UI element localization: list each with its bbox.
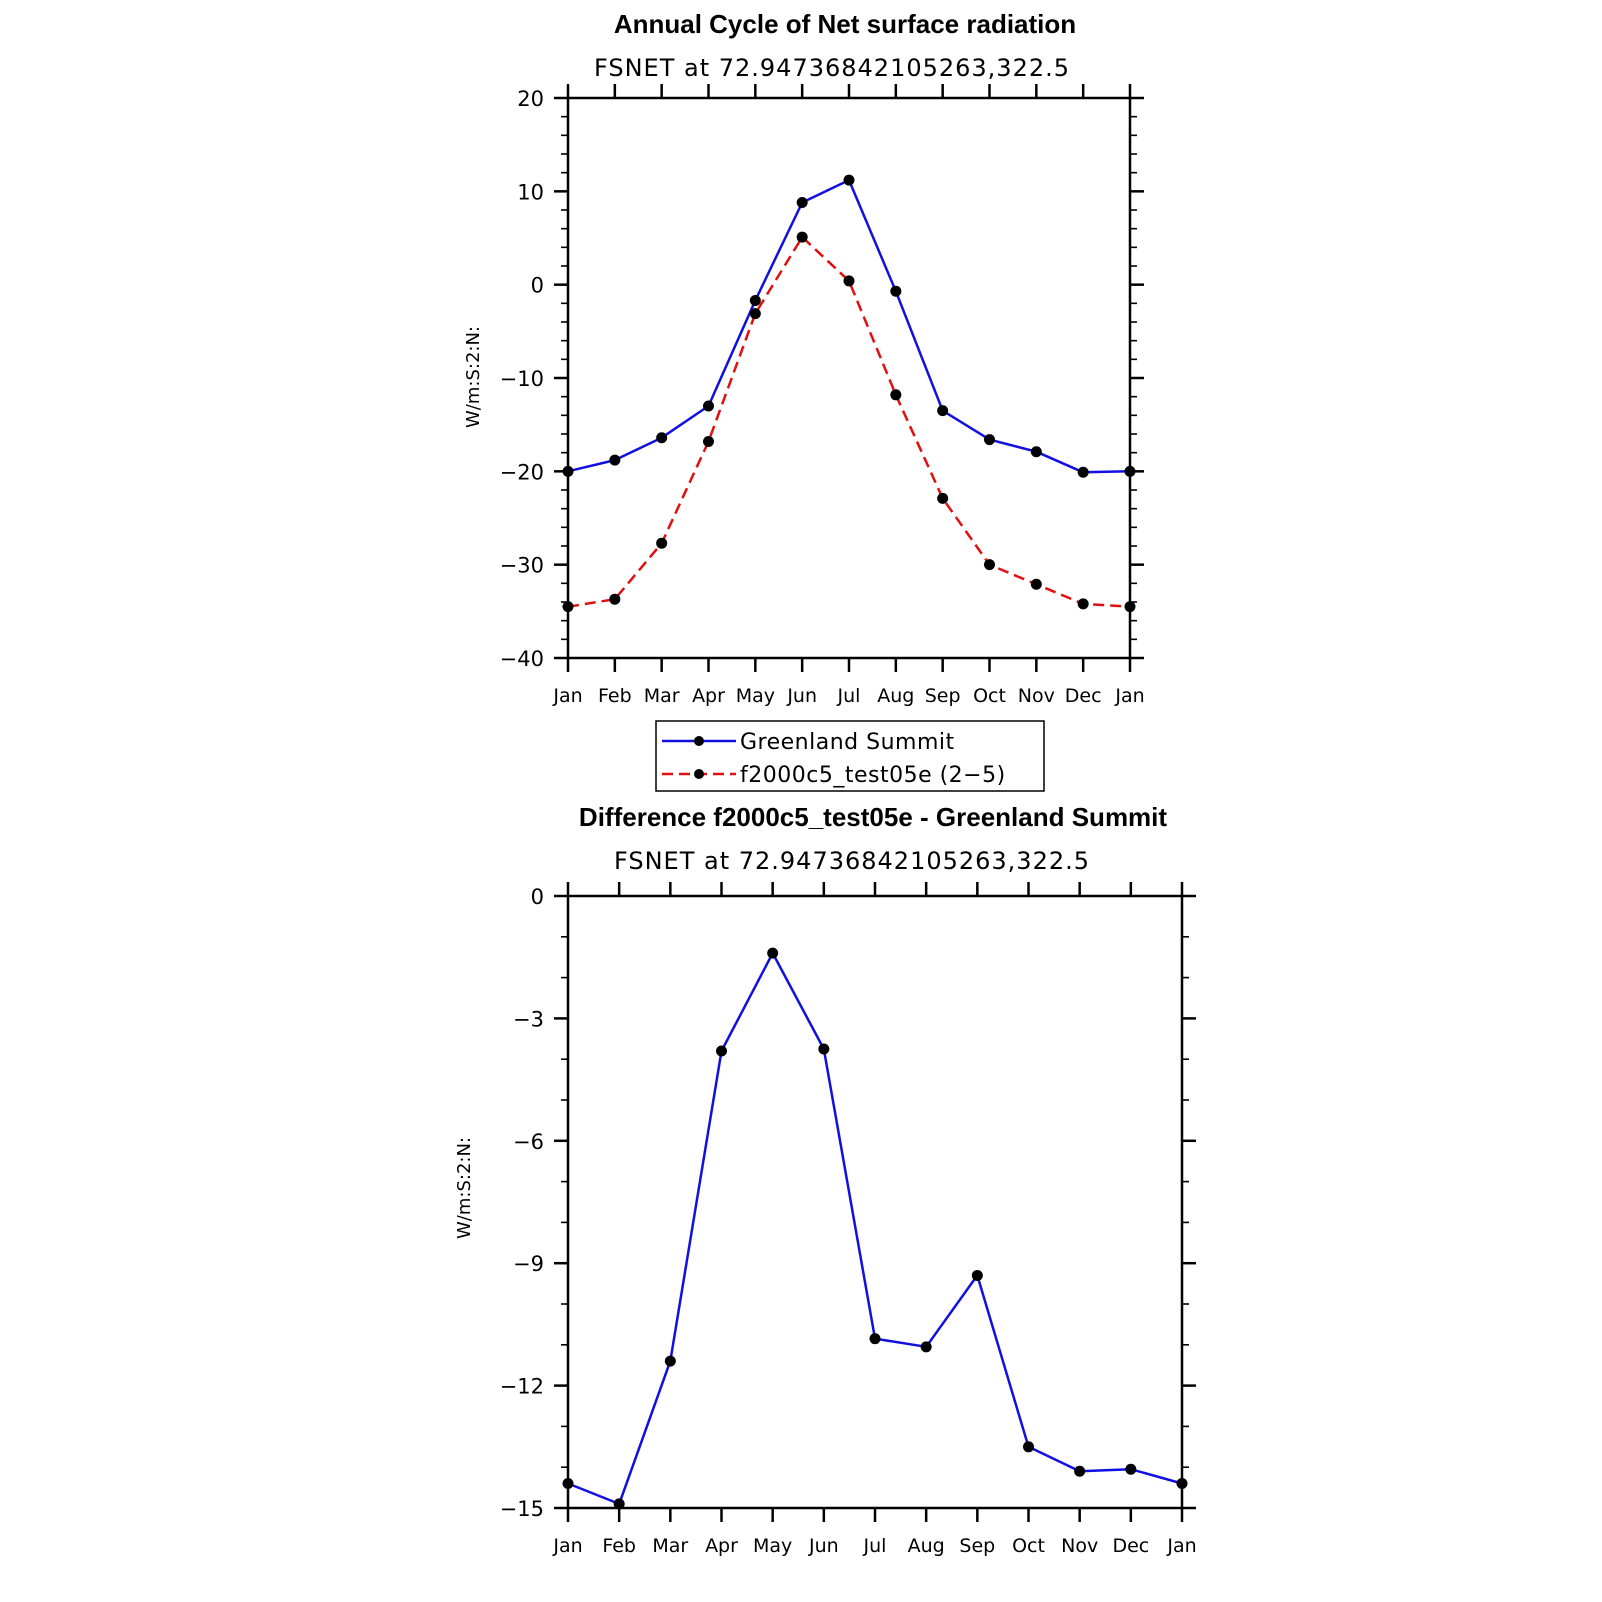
data-point [665, 1356, 676, 1367]
x-tick-label: Apr [692, 685, 725, 707]
y-tick-label: −30 [499, 553, 544, 578]
y-tick-label: −10 [499, 367, 544, 391]
x-tick-label: Dec [1112, 1535, 1150, 1557]
axis-ticks [500, 84, 1145, 707]
chart-title: Annual Cycle of Net surface radiation [613, 9, 1077, 39]
data-point [703, 436, 714, 447]
data-point [844, 275, 855, 286]
x-tick-label: Oct [1012, 1535, 1045, 1557]
x-tick-label: Aug [877, 685, 915, 707]
x-tick-label: Mar [643, 685, 680, 707]
data-point [1078, 467, 1089, 478]
data-point [1031, 446, 1042, 457]
x-tick-label: Apr [705, 1535, 738, 1557]
y-tick-label: −40 [499, 647, 544, 671]
data-point [890, 286, 901, 297]
x-tick-label: Jan [553, 685, 583, 707]
data-point [656, 538, 667, 549]
legend-marker-greenland [694, 736, 704, 746]
y-tick-label: −6 [513, 1129, 544, 1154]
y-tick-label: −15 [499, 1497, 544, 1521]
y-tick-label: 0 [530, 885, 544, 909]
x-tick-label: Dec [1064, 685, 1102, 707]
data-point [797, 232, 808, 243]
x-tick-label: Nov [1017, 685, 1055, 707]
x-tick-label: Jul [863, 1535, 887, 1557]
x-tick-label: Jun [787, 685, 818, 707]
x-tick-label: Sep [959, 1535, 996, 1557]
x-tick-label: Jun [808, 1535, 839, 1557]
data-point [844, 175, 855, 186]
x-tick-label: Jul [837, 685, 861, 707]
axis-ticks [500, 882, 1197, 1557]
legend-label-greenland: Greenland Summit [740, 730, 955, 755]
data-point [750, 295, 761, 306]
y-tick-label: 20 [517, 87, 544, 111]
x-tick-label: Mar [652, 1535, 689, 1557]
data-point [870, 1333, 881, 1344]
chart-subtitle: FSNET at 72.94736842105263,322.5 [593, 54, 1071, 82]
data-point [937, 405, 948, 416]
data-point [797, 197, 808, 208]
series-line-0 [568, 953, 1182, 1504]
x-tick-label: Nov [1061, 1535, 1099, 1557]
y-axis-label: W/m:S:2:N: [463, 326, 484, 428]
plot-series [563, 175, 1136, 613]
x-tick-label: May [735, 685, 775, 707]
data-point [609, 594, 620, 605]
data-point [984, 559, 995, 570]
data-point [921, 1341, 932, 1352]
data-point [1074, 1466, 1085, 1477]
data-point [716, 1046, 727, 1057]
y-axis-label: W/m:S:2:N: [454, 1137, 475, 1239]
y-tick-label: 0 [530, 273, 544, 298]
series-line-0 [568, 180, 1130, 472]
data-point [767, 948, 778, 959]
series-line-1 [568, 237, 1130, 607]
data-point [1023, 1441, 1034, 1452]
x-tick-label: Aug [907, 1535, 945, 1557]
data-point [750, 308, 761, 319]
chart-subtitle: FSNET at 72.94736842105263,322.5 [613, 847, 1091, 875]
x-tick-label: Jan [1167, 1535, 1197, 1557]
data-point [703, 401, 714, 412]
y-tick-label: −12 [499, 1374, 544, 1399]
y-tick-label: −20 [499, 460, 544, 485]
chart-annual-cycle [463, 9, 1145, 707]
x-tick-label: Sep [924, 685, 961, 707]
legend [656, 721, 1044, 791]
x-tick-label: Jan [1115, 685, 1145, 707]
x-tick-label: Oct [973, 685, 1006, 707]
plot-frame [568, 896, 1182, 1508]
data-point [609, 455, 620, 466]
data-point [984, 434, 995, 445]
plot-series [563, 948, 1188, 1510]
data-point [656, 432, 667, 443]
chart-title: Difference f2000c5_test05e - Greenland Summit [578, 802, 1168, 832]
legend-marker-f2000c5 [694, 769, 704, 779]
data-point [972, 1270, 983, 1281]
y-tick-label: 10 [517, 180, 544, 205]
data-point [1078, 598, 1089, 609]
x-tick-label: Jan [553, 1535, 583, 1557]
data-point [818, 1044, 829, 1055]
data-point [890, 389, 901, 400]
y-tick-label: −3 [513, 1007, 544, 1032]
y-tick-label: −9 [513, 1252, 544, 1277]
data-point [937, 493, 948, 504]
chart-difference [454, 802, 1197, 1557]
x-tick-label: May [753, 1535, 793, 1557]
x-tick-label: Feb [602, 1535, 636, 1557]
data-point [1125, 1464, 1136, 1475]
x-tick-label: Feb [598, 685, 632, 707]
legend-label-f2000c5: f2000c5_test05e (2−5) [740, 763, 1006, 788]
data-point [1031, 579, 1042, 590]
